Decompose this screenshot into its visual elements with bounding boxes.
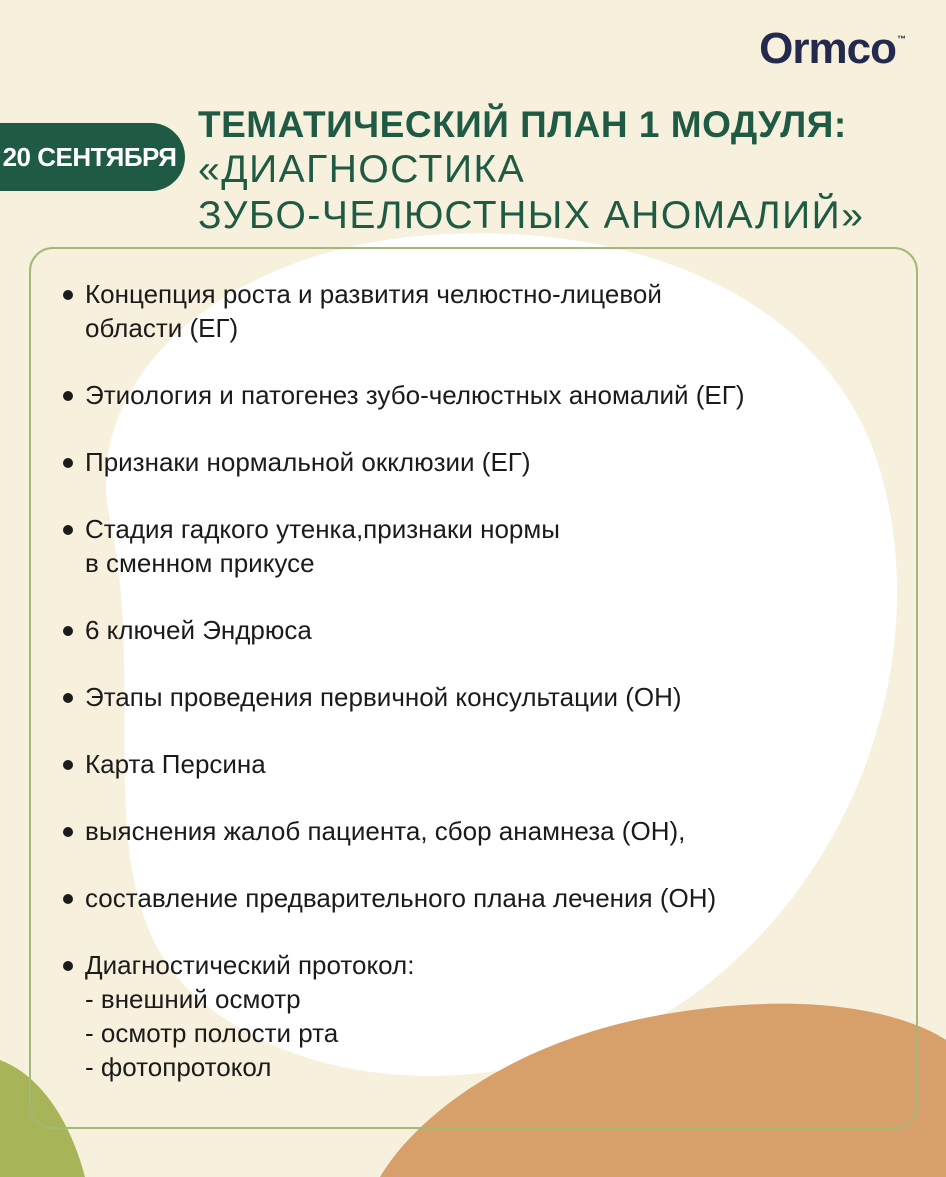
topic-item-line: Концепция роста и развития челюстно-лицевой [85,279,662,309]
topic-item-line: Карта Персина [85,749,266,779]
title-line-3: ЗУБО-ЧЕЛЮСТНЫХ АНОМАЛИЙ» [198,194,865,237]
topic-item [61,747,896,781]
topic-item-line: - внешний осмотр [85,984,301,1014]
topic-item-line: выяснения жалоб пациента, сбор анамнеза (ОН), [85,816,686,846]
topic-item [61,948,896,1084]
topic-item [61,814,896,848]
topic-item [61,881,896,915]
topic-item-line: Диагностический протокол: [85,950,415,980]
topic-item [61,613,896,647]
logo-text: Ormco [759,24,896,73]
title-line-1: ТЕМАТИЧЕСКИЙ ПЛАН 1 МОДУЛЯ: [198,104,847,145]
topic-item-line: Признаки нормальной окклюзии (ЕГ) [85,447,531,477]
topic-item-line: Стадия гадкого утенка,признаки нормы [85,514,560,544]
title-line-2: «ДИАГНОСТИКА [198,148,526,191]
topic-item-line: составление предварительного плана лечения (ОН) [85,883,717,913]
topic-item-line: 6 ключей Эндрюса [85,615,312,645]
topic-item [61,445,896,479]
topic-item-line: в сменном прикусе [85,548,315,578]
topic-item-line: Этапы проведения первичной консультации (ОН) [85,682,682,712]
topics-card [29,247,918,1129]
topic-item-line: Этиология и патогенез зубо-челюстных аномалий (ЕГ) [85,380,745,410]
topic-item-line: - фотопротокол [85,1052,272,1082]
topic-item [61,680,896,714]
topics-list [61,277,896,1117]
topic-item [61,512,896,580]
topic-item-line: - осмотр полости рта [85,1018,339,1048]
topic-item-line: области (ЕГ) [85,313,239,343]
ormco-logo [759,24,906,74]
trademark-mark: ™ [897,34,906,44]
date-badge: 20 СЕНТЯБРЯ [0,123,185,191]
topic-item [61,378,896,412]
topic-item [61,277,896,345]
